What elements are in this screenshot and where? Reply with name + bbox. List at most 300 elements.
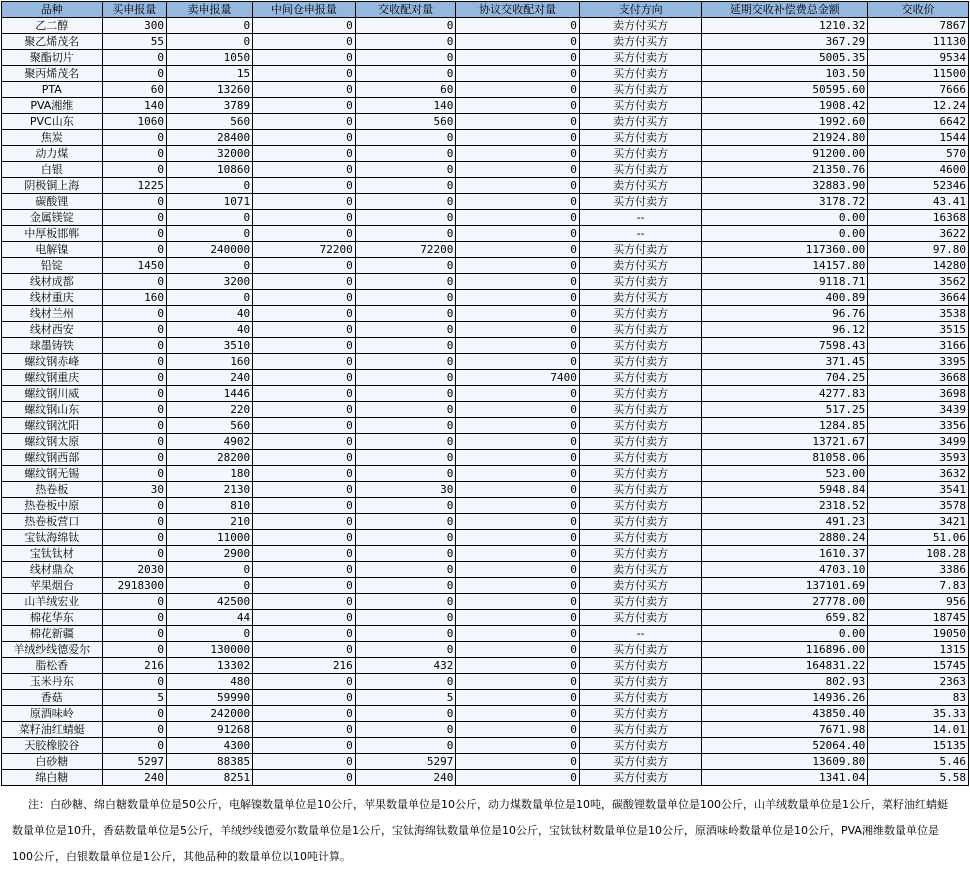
delivery-price-cell: 3395 — [868, 354, 969, 370]
delivery-price-cell: 6642 — [868, 114, 969, 130]
sell-declared-cell: 8251 — [166, 770, 252, 786]
variety-cell: 苹果烟台 — [2, 578, 103, 594]
agreement-matched-cell: 0 — [456, 290, 579, 306]
intermediate-declared-cell: 0 — [253, 210, 356, 226]
intermediate-declared-cell: 0 — [253, 18, 356, 34]
intermediate-declared-cell: 0 — [253, 258, 356, 274]
delivery-matched-cell: 0 — [355, 434, 456, 450]
intermediate-declared-cell: 0 — [253, 514, 356, 530]
sell-declared-cell: 220 — [166, 402, 252, 418]
deferred-compensation-total-cell: 117360.00 — [702, 242, 868, 258]
table-row — [2, 642, 969, 658]
buy-declared-cell: 1060 — [102, 114, 166, 130]
agreement-matched-cell: 0 — [456, 82, 579, 98]
delivery-price-cell: 52346 — [868, 178, 969, 194]
variety-cell: 线材兰州 — [2, 306, 103, 322]
payment-direction-cell: 买方付卖方 — [579, 434, 701, 450]
table-row — [2, 610, 969, 626]
sell-declared-cell: 0 — [166, 626, 252, 642]
payment-direction-cell: 买方付卖方 — [579, 546, 701, 562]
sell-declared-cell: 59990 — [166, 690, 252, 706]
agreement-matched-cell: 0 — [456, 130, 579, 146]
delivery-price-cell: 9534 — [868, 50, 969, 66]
delivery-matched-cell: 30 — [355, 482, 456, 498]
sell-declared-cell: 480 — [166, 674, 252, 690]
agreement-matched-cell: 0 — [456, 690, 579, 706]
delivery-matched-cell: 0 — [355, 146, 456, 162]
delivery-matched-cell: 0 — [355, 66, 456, 82]
table-row — [2, 690, 969, 706]
delivery-matched-cell: 0 — [355, 258, 456, 274]
payment-direction-cell: 买方付卖方 — [579, 658, 701, 674]
delivery-matched-cell: 60 — [355, 82, 456, 98]
sell-declared-cell: 0 — [166, 34, 252, 50]
variety-cell: 金属镁锭 — [2, 210, 103, 226]
agreement-matched-cell: 0 — [456, 466, 579, 482]
payment-direction-cell: 卖方付买方 — [579, 114, 701, 130]
buy-declared-cell: 0 — [102, 418, 166, 434]
payment-direction-cell: 买方付卖方 — [579, 402, 701, 418]
intermediate-declared-cell: 0 — [253, 738, 356, 754]
sell-declared-cell: 15 — [166, 66, 252, 82]
variety-cell: 棉花华东 — [2, 610, 103, 626]
variety-cell: PTA — [2, 82, 103, 98]
delivery-price-cell: 3664 — [868, 290, 969, 306]
table-row — [2, 418, 969, 434]
sell-declared-cell: 44 — [166, 610, 252, 626]
buy-declared-cell: 0 — [102, 498, 166, 514]
intermediate-declared-cell: 0 — [253, 402, 356, 418]
intermediate-declared-cell: 0 — [253, 306, 356, 322]
table-row — [2, 674, 969, 690]
deferred-compensation-total-cell: 1341.04 — [702, 770, 868, 786]
variety-cell: 螺纹钢无锡 — [2, 466, 103, 482]
intermediate-declared-cell: 0 — [253, 178, 356, 194]
col-payment-direction-header: 支付方向 — [579, 2, 701, 18]
intermediate-declared-cell: 0 — [253, 50, 356, 66]
intermediate-declared-cell: 0 — [253, 82, 356, 98]
intermediate-declared-cell: 0 — [253, 770, 356, 786]
delivery-price-cell: 3515 — [868, 322, 969, 338]
variety-cell: 白砂糖 — [2, 754, 103, 770]
variety-cell: 绵白糖 — [2, 770, 103, 786]
table-row — [2, 130, 969, 146]
intermediate-declared-cell: 0 — [253, 226, 356, 242]
payment-direction-cell: 买方付卖方 — [579, 306, 701, 322]
variety-cell: 电解镍 — [2, 242, 103, 258]
deferred-compensation-total-cell: 1610.37 — [702, 546, 868, 562]
deferred-compensation-total-cell: 96.76 — [702, 306, 868, 322]
table-row — [2, 34, 969, 50]
delivery-price-cell: 3668 — [868, 370, 969, 386]
intermediate-declared-cell: 0 — [253, 450, 356, 466]
payment-direction-cell: 买方付卖方 — [579, 594, 701, 610]
deferred-compensation-total-cell: 7598.43 — [702, 338, 868, 354]
deferred-compensation-total-cell: 1284.85 — [702, 418, 868, 434]
intermediate-declared-cell: 0 — [253, 690, 356, 706]
deferred-compensation-total-cell: 81058.06 — [702, 450, 868, 466]
payment-direction-cell: 买方付卖方 — [579, 66, 701, 82]
sell-declared-cell: 0 — [166, 258, 252, 274]
deferred-compensation-total-cell: 2318.52 — [702, 498, 868, 514]
buy-declared-cell: 0 — [102, 322, 166, 338]
footnote: 注：白砂糖、绵白糖数量单位是50公斤，电解镍数量单位是10公斤，苹果数量单位是10公斤，动力煤数量单位是10吨，碳酸锂数量单位是100公斤，山羊绒数量单位是1公斤，菜籽油红蜻蜓数量单位是10升，香菇数量单位是5公斤，羊绒纱线德爱尔数量单位是1公斤，宝钛海绵钛数量单位是10公斤，宝钛钛材数量单位是10公斤，原酒味岭数量单位是10公斤，PVA湘维数量单位是100公斤，白银数量单位是1公斤，其他品种的数量单位以10吨计算。 — [12, 798, 948, 863]
deferred-compensation-total-cell: 0.00 — [702, 226, 868, 242]
variety-cell: 螺纹钢川威 — [2, 386, 103, 402]
intermediate-declared-cell: 0 — [253, 482, 356, 498]
delivery-matched-cell: 0 — [355, 130, 456, 146]
delivery-price-cell: 97.80 — [868, 242, 969, 258]
delivery-price-cell: 12.24 — [868, 98, 969, 114]
payment-direction-cell: -- — [579, 210, 701, 226]
payment-direction-cell: -- — [579, 226, 701, 242]
buy-declared-cell: 0 — [102, 370, 166, 386]
variety-cell: PVC山东 — [2, 114, 103, 130]
agreement-matched-cell: 0 — [456, 322, 579, 338]
agreement-matched-cell: 0 — [456, 578, 579, 594]
intermediate-declared-cell: 0 — [253, 754, 356, 770]
variety-cell: 线材重庆 — [2, 290, 103, 306]
intermediate-declared-cell: 0 — [253, 194, 356, 210]
deferred-compensation-total-cell: 13721.67 — [702, 434, 868, 450]
deferred-compensation-total-cell: 14936.26 — [702, 690, 868, 706]
intermediate-declared-cell: 0 — [253, 34, 356, 50]
payment-direction-cell: 买方付卖方 — [579, 354, 701, 370]
intermediate-declared-cell: 0 — [253, 290, 356, 306]
buy-declared-cell: 0 — [102, 530, 166, 546]
payment-direction-cell: 买方付卖方 — [579, 450, 701, 466]
deferred-compensation-total-cell: 0.00 — [702, 626, 868, 642]
variety-cell: 乙二醇 — [2, 18, 103, 34]
deferred-compensation-total-cell: 14157.80 — [702, 258, 868, 274]
table-row — [2, 738, 969, 754]
buy-declared-cell: 0 — [102, 226, 166, 242]
table-row — [2, 258, 969, 274]
buy-declared-cell: 5 — [102, 690, 166, 706]
variety-cell: 白银 — [2, 162, 103, 178]
delivery-matched-cell: 72200 — [355, 242, 456, 258]
agreement-matched-cell: 0 — [456, 178, 579, 194]
buy-declared-cell: 1225 — [102, 178, 166, 194]
intermediate-declared-cell: 0 — [253, 98, 356, 114]
deferred-compensation-total-cell: 27778.00 — [702, 594, 868, 610]
sell-declared-cell: 0 — [166, 290, 252, 306]
variety-cell: 热卷板中原 — [2, 498, 103, 514]
deferred-compensation-total-cell: 400.89 — [702, 290, 868, 306]
agreement-matched-cell: 0 — [456, 594, 579, 610]
delivery-price-cell: 3166 — [868, 338, 969, 354]
table-row — [2, 290, 969, 306]
deferred-compensation-total-cell: 5948.84 — [702, 482, 868, 498]
sell-declared-cell: 1050 — [166, 50, 252, 66]
sell-declared-cell: 3789 — [166, 98, 252, 114]
table-row — [2, 210, 969, 226]
buy-declared-cell: 2918300 — [102, 578, 166, 594]
buy-declared-cell: 0 — [102, 130, 166, 146]
payment-direction-cell: 卖方付买方 — [579, 178, 701, 194]
delivery-matched-cell: 0 — [355, 674, 456, 690]
table-row — [2, 770, 969, 786]
delivery-matched-cell: 5297 — [355, 754, 456, 770]
delivery-price-cell: 3578 — [868, 498, 969, 514]
delivery-price-cell: 1544 — [868, 130, 969, 146]
delivery-matched-cell: 0 — [355, 306, 456, 322]
agreement-matched-cell: 0 — [456, 162, 579, 178]
agreement-matched-cell: 0 — [456, 306, 579, 322]
buy-declared-cell: 0 — [102, 642, 166, 658]
agreement-matched-cell: 0 — [456, 18, 579, 34]
table-row — [2, 194, 969, 210]
delivery-matched-cell: 0 — [355, 594, 456, 610]
payment-direction-cell: 买方付卖方 — [579, 50, 701, 66]
table-row — [2, 706, 969, 722]
table-row — [2, 322, 969, 338]
variety-cell: 碳酸锂 — [2, 194, 103, 210]
deferred-compensation-total-cell: 367.29 — [702, 34, 868, 50]
table-row — [2, 530, 969, 546]
payment-direction-cell: 买方付卖方 — [579, 642, 701, 658]
payment-direction-cell: 买方付卖方 — [579, 130, 701, 146]
sell-declared-cell: 180 — [166, 466, 252, 482]
deferred-compensation-total-cell: 0.00 — [702, 210, 868, 226]
deferred-compensation-total-cell: 491.23 — [702, 514, 868, 530]
col-agreement-matched-header: 协议交收配对量 — [456, 2, 579, 18]
delivery-price-cell: 51.06 — [868, 530, 969, 546]
sell-declared-cell: 240 — [166, 370, 252, 386]
payment-direction-cell: 买方付卖方 — [579, 194, 701, 210]
delivery-matched-cell: 0 — [355, 514, 456, 530]
deferred-compensation-total-cell: 1992.60 — [702, 114, 868, 130]
deferred-compensation-total-cell: 2880.24 — [702, 530, 868, 546]
payment-direction-cell: 卖方付买方 — [579, 34, 701, 50]
table-row — [2, 242, 969, 258]
delivery-price-cell: 15745 — [868, 658, 969, 674]
table-header-row — [2, 2, 969, 18]
table-row — [2, 370, 969, 386]
payment-direction-cell: 买方付卖方 — [579, 706, 701, 722]
sell-declared-cell: 2130 — [166, 482, 252, 498]
payment-direction-cell: 买方付卖方 — [579, 274, 701, 290]
table-row — [2, 722, 969, 738]
payment-direction-cell: 买方付卖方 — [579, 690, 701, 706]
payment-direction-cell: 买方付卖方 — [579, 738, 701, 754]
variety-cell: 铅锭 — [2, 258, 103, 274]
variety-cell: 菜籽油红蜻蜓 — [2, 722, 103, 738]
table-row — [2, 98, 969, 114]
delivery-matched-cell: 0 — [355, 466, 456, 482]
sell-declared-cell: 1446 — [166, 386, 252, 402]
table-row — [2, 578, 969, 594]
deferred-compensation-total-cell: 704.25 — [702, 370, 868, 386]
delivery-matched-cell: 0 — [355, 18, 456, 34]
table-row — [2, 178, 969, 194]
table-row — [2, 114, 969, 130]
agreement-matched-cell: 0 — [456, 258, 579, 274]
intermediate-declared-cell: 0 — [253, 610, 356, 626]
delivery-price-cell: 3386 — [868, 562, 969, 578]
variety-cell: 线材成都 — [2, 274, 103, 290]
payment-direction-cell: 卖方付买方 — [579, 258, 701, 274]
deferred-compensation-total-cell: 32883.90 — [702, 178, 868, 194]
variety-cell: 线材西安 — [2, 322, 103, 338]
delivery-price-cell: 35.33 — [868, 706, 969, 722]
variety-cell: 玉米丹东 — [2, 674, 103, 690]
payment-direction-cell: 卖方付买方 — [579, 578, 701, 594]
agreement-matched-cell: 0 — [456, 530, 579, 546]
payment-direction-cell: 买方付卖方 — [579, 770, 701, 786]
table-row — [2, 450, 969, 466]
sell-declared-cell: 810 — [166, 498, 252, 514]
intermediate-declared-cell: 0 — [253, 162, 356, 178]
payment-direction-cell: 买方付卖方 — [579, 338, 701, 354]
sell-declared-cell: 11000 — [166, 530, 252, 546]
sell-declared-cell: 13302 — [166, 658, 252, 674]
variety-cell: 线材鼎众 — [2, 562, 103, 578]
buy-declared-cell: 0 — [102, 306, 166, 322]
delivery-matched-cell: 0 — [355, 338, 456, 354]
buy-declared-cell: 0 — [102, 386, 166, 402]
intermediate-declared-cell: 0 — [253, 594, 356, 610]
deferred-compensation-total-cell: 659.82 — [702, 610, 868, 626]
buy-declared-cell: 0 — [102, 242, 166, 258]
buy-declared-cell: 0 — [102, 466, 166, 482]
table-row — [2, 546, 969, 562]
payment-direction-cell: 买方付卖方 — [579, 466, 701, 482]
intermediate-declared-cell: 0 — [253, 370, 356, 386]
sell-declared-cell: 0 — [166, 562, 252, 578]
delivery-matched-cell: 0 — [355, 162, 456, 178]
agreement-matched-cell: 0 — [456, 562, 579, 578]
sell-declared-cell: 560 — [166, 418, 252, 434]
payment-direction-cell: 买方付卖方 — [579, 162, 701, 178]
intermediate-declared-cell: 0 — [253, 722, 356, 738]
table-row — [2, 146, 969, 162]
delivery-matched-cell: 5 — [355, 690, 456, 706]
col-intermediate-declared-header: 中间仓申报量 — [253, 2, 356, 18]
variety-cell: 中厚板邯郸 — [2, 226, 103, 242]
table-row — [2, 50, 969, 66]
intermediate-declared-cell: 0 — [253, 530, 356, 546]
variety-cell: 聚丙烯茂名 — [2, 66, 103, 82]
buy-declared-cell: 240 — [102, 770, 166, 786]
intermediate-declared-cell: 0 — [253, 562, 356, 578]
agreement-matched-cell: 0 — [456, 482, 579, 498]
deferred-compensation-total-cell: 21350.76 — [702, 162, 868, 178]
delivery-price-cell: 7.83 — [868, 578, 969, 594]
delivery-matched-cell: 0 — [355, 578, 456, 594]
intermediate-declared-cell: 0 — [253, 338, 356, 354]
variety-cell: 宝钛海绵钛 — [2, 530, 103, 546]
delivery-price-cell: 18745 — [868, 610, 969, 626]
deferred-compensation-total-cell: 517.25 — [702, 402, 868, 418]
delivery-matched-cell: 0 — [355, 178, 456, 194]
agreement-matched-cell: 0 — [456, 514, 579, 530]
deferred-compensation-total-cell: 7671.98 — [702, 722, 868, 738]
col-delivery-matched-header: 交收配对量 — [355, 2, 456, 18]
agreement-matched-cell: 0 — [456, 658, 579, 674]
payment-direction-cell: 买方付卖方 — [579, 370, 701, 386]
buy-declared-cell: 0 — [102, 514, 166, 530]
delivery-matched-cell: 0 — [355, 530, 456, 546]
delivery-matched-cell: 560 — [355, 114, 456, 130]
deferred-compensation-total-cell: 13609.80 — [702, 754, 868, 770]
delivery-price-cell: 570 — [868, 146, 969, 162]
agreement-matched-cell: 0 — [456, 674, 579, 690]
delivery-matched-cell: 0 — [355, 738, 456, 754]
delivery-price-cell: 2363 — [868, 674, 969, 690]
agreement-matched-cell: 0 — [456, 354, 579, 370]
deferred-compensation-total-cell: 371.45 — [702, 354, 868, 370]
delivery-price-cell: 4600 — [868, 162, 969, 178]
table-row — [2, 354, 969, 370]
buy-declared-cell: 0 — [102, 738, 166, 754]
sell-declared-cell: 40 — [166, 322, 252, 338]
table-row — [2, 66, 969, 82]
agreement-matched-cell: 0 — [456, 610, 579, 626]
buy-declared-cell: 300 — [102, 18, 166, 34]
variety-cell: 螺纹钢重庆 — [2, 370, 103, 386]
delivery-matched-cell: 140 — [355, 98, 456, 114]
delivery-price-cell: 3356 — [868, 418, 969, 434]
deferred-compensation-total-cell: 96.12 — [702, 322, 868, 338]
sell-declared-cell: 88385 — [166, 754, 252, 770]
intermediate-declared-cell: 72200 — [253, 242, 356, 258]
sell-declared-cell: 91268 — [166, 722, 252, 738]
variety-cell: 香菇 — [2, 690, 103, 706]
delivery-matched-cell: 0 — [355, 386, 456, 402]
col-sell-declared-header: 卖申报量 — [166, 2, 252, 18]
delivery-price-cell: 83 — [868, 690, 969, 706]
delivery-matched-cell: 0 — [355, 418, 456, 434]
delivery-price-cell: 3698 — [868, 386, 969, 402]
agreement-matched-cell: 0 — [456, 146, 579, 162]
payment-direction-cell: 卖方付买方 — [579, 562, 701, 578]
intermediate-declared-cell: 216 — [253, 658, 356, 674]
table-row — [2, 514, 969, 530]
col-deferred-compensation-total-header: 延期交收补偿费总金额 — [702, 2, 868, 18]
col-delivery-price-header: 交收价 — [868, 2, 969, 18]
payment-direction-cell: 买方付卖方 — [579, 754, 701, 770]
delivery-matched-cell: 432 — [355, 658, 456, 674]
sell-declared-cell: 28400 — [166, 130, 252, 146]
delivery-price-cell: 3439 — [868, 402, 969, 418]
delivery-matched-cell: 0 — [355, 370, 456, 386]
sell-declared-cell: 10860 — [166, 162, 252, 178]
payment-direction-cell: 买方付卖方 — [579, 530, 701, 546]
agreement-matched-cell: 0 — [456, 50, 579, 66]
variety-cell: 原酒味岭 — [2, 706, 103, 722]
buy-declared-cell: 140 — [102, 98, 166, 114]
deferred-compensation-total-cell: 4703.10 — [702, 562, 868, 578]
agreement-matched-cell: 0 — [456, 626, 579, 642]
variety-cell: 螺纹钢沈阳 — [2, 418, 103, 434]
payment-direction-cell: 买方付卖方 — [579, 322, 701, 338]
agreement-matched-cell: 0 — [456, 770, 579, 786]
payment-direction-cell: 卖方付买方 — [579, 290, 701, 306]
deferred-compensation-total-cell: 1210.32 — [702, 18, 868, 34]
buy-declared-cell: 0 — [102, 354, 166, 370]
table-row — [2, 434, 969, 450]
deferred-compensation-total-cell: 91200.00 — [702, 146, 868, 162]
deferred-compensation-total-cell: 137101.69 — [702, 578, 868, 594]
table-row — [2, 338, 969, 354]
agreement-matched-cell: 0 — [456, 194, 579, 210]
agreement-matched-cell: 0 — [456, 642, 579, 658]
delivery-price-cell: 3632 — [868, 466, 969, 482]
buy-declared-cell: 160 — [102, 290, 166, 306]
buy-declared-cell: 0 — [102, 402, 166, 418]
buy-declared-cell: 55 — [102, 34, 166, 50]
